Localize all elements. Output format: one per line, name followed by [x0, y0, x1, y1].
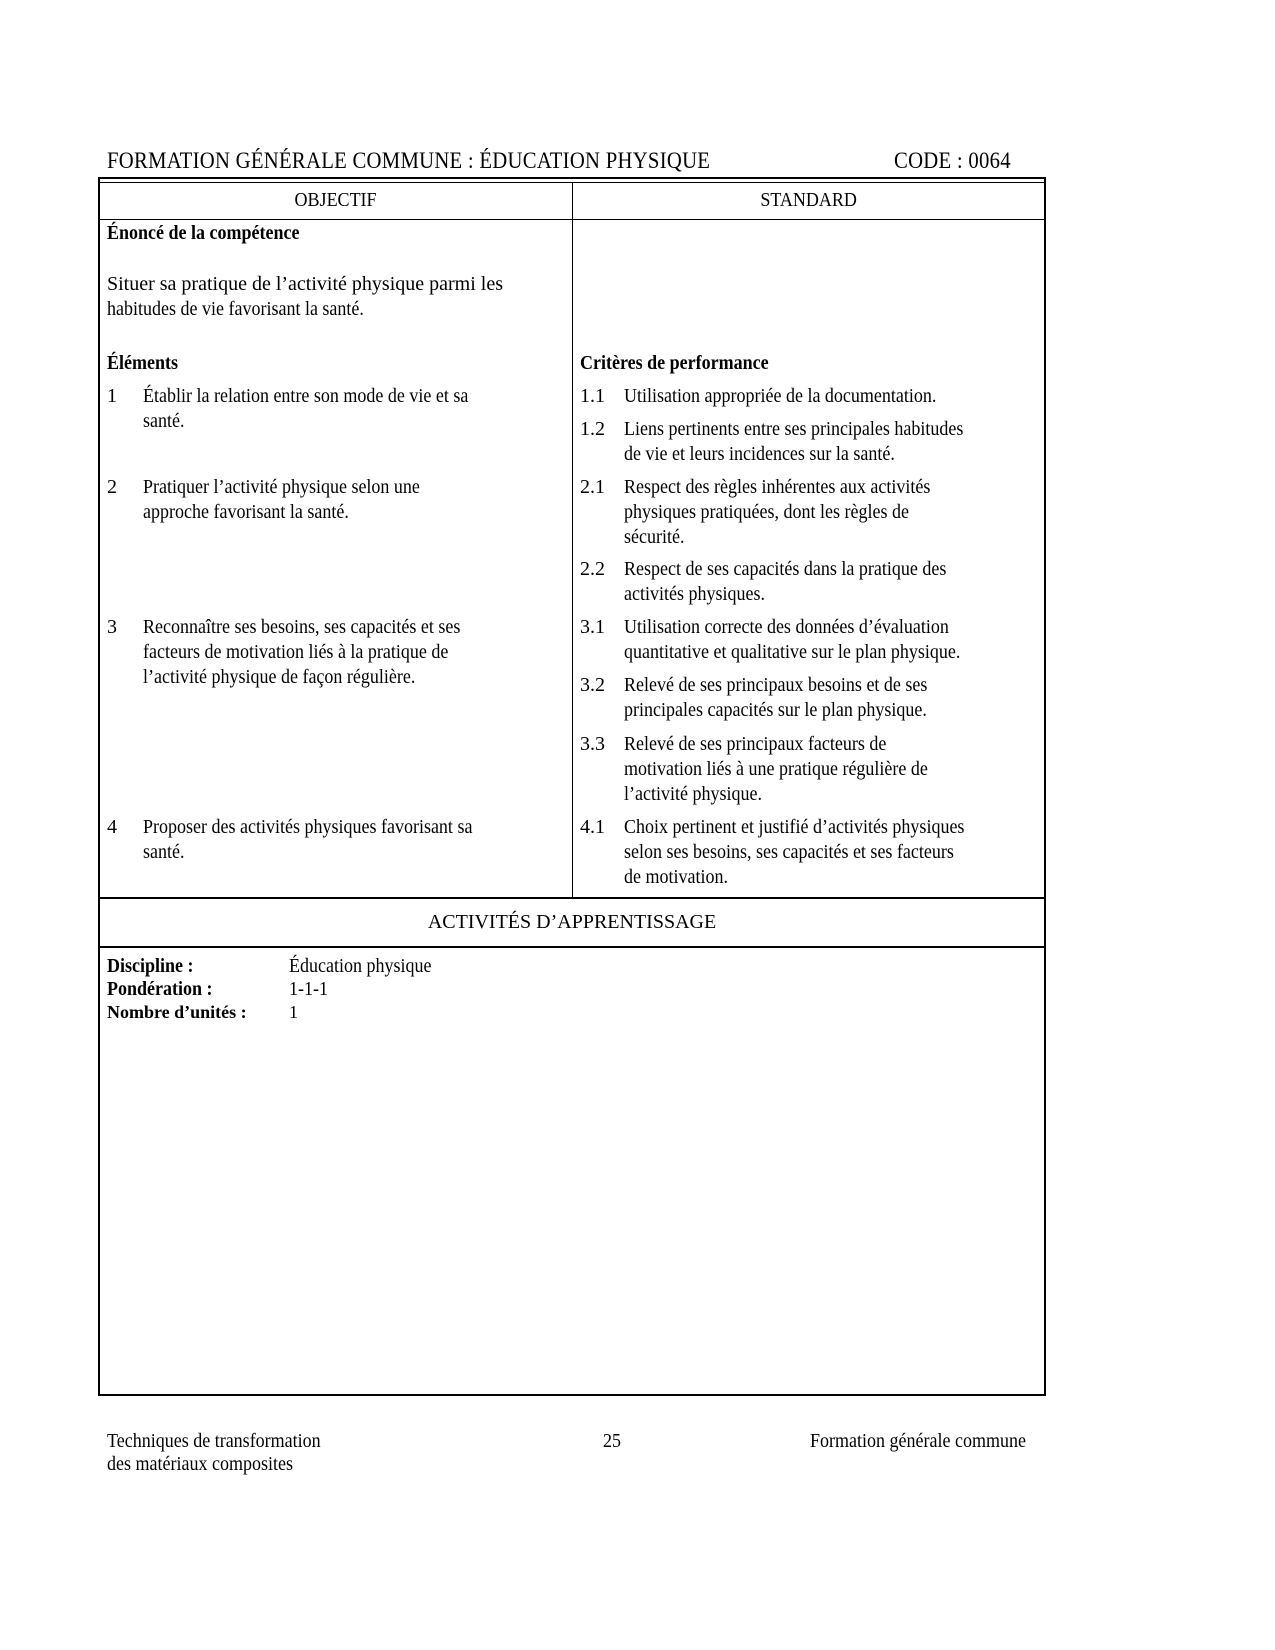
footer-section-text: Formation générale commune: [810, 1430, 1026, 1452]
table-bottom-border: [98, 1394, 1046, 1396]
objectif-label: OBJECTIF: [294, 189, 378, 211]
item-text-line: l’activité physique.: [624, 783, 762, 805]
item-text-line: l’activité physique de façon régulière.: [143, 666, 416, 688]
item-number: 3.2: [580, 674, 605, 696]
column-divider: [572, 182, 573, 898]
activities-title-divider: [98, 946, 1046, 948]
item-number: 1.1: [580, 385, 605, 407]
item-number: 1.2: [580, 418, 605, 440]
competence-heading: [107, 222, 321, 245]
item-text-line: Relevé de ses principaux facteurs de: [624, 733, 887, 755]
activities-title-text: ACTIVITÉS D’APPRENTISSAGE: [427, 911, 717, 933]
item-text-line: santé.: [143, 410, 185, 432]
column-header-standard: [573, 189, 1044, 212]
elements-heading: [107, 352, 186, 375]
item-number: 2.2: [580, 558, 605, 580]
item-text-line: Proposer des activités physiques favorisant sa: [143, 816, 473, 838]
elements-heading-text: Éléments: [107, 352, 179, 374]
item-text-line: Utilisation correcte des données d’évaluation: [624, 616, 949, 638]
info-value: Éducation physique: [289, 955, 432, 977]
item-text-line: activités physiques.: [624, 583, 765, 605]
item-text-line: principales capacités sur le plan physique.: [624, 699, 927, 721]
header-row-divider: [98, 219, 1046, 220]
item-text-line: quantitative et qualitative sur le plan physique.: [624, 641, 961, 663]
item-text-line: Établir la relation entre son mode de vie et sa: [143, 385, 469, 407]
info-label: Discipline :: [107, 955, 194, 977]
item-text-line: de vie et leurs incidences sur la santé.: [624, 443, 895, 465]
footer-line: Techniques de transformation: [107, 1430, 321, 1452]
standard-label: STANDARD: [760, 189, 857, 211]
item-text-line: motivation liés à une pratique régulière de: [624, 758, 928, 780]
column-header-objectif: [100, 189, 572, 212]
page-number: [603, 1430, 623, 1453]
item-text-line: Liens pertinents entre ses principales habitudes: [624, 418, 964, 440]
info-row-ponderation: [107, 978, 328, 1001]
footer-line: des matériaux composites: [107, 1453, 293, 1475]
item-text-line: santé.: [143, 841, 185, 863]
item-text-line: Pratiquer l’activité physique selon une: [143, 476, 420, 498]
table-right-border: [1044, 177, 1046, 1396]
info-row-unites: [107, 1001, 298, 1024]
code-text: CODE : 0064: [894, 148, 1011, 173]
page-number-text: 25: [603, 1430, 621, 1452]
info-label: Pondération :: [107, 978, 213, 1000]
item-text-line: Utilisation appropriée de la documentation.: [624, 385, 937, 407]
course-code: [894, 148, 1024, 174]
criteres-heading-text: Critères de performance: [580, 352, 769, 374]
footer-program: [107, 1430, 344, 1476]
item-text-line: selon ses besoins, ses capacités et ses facteurs: [624, 841, 954, 863]
activities-top-divider: [98, 897, 1046, 899]
competence-heading-text: Énoncé de la compétence: [107, 222, 300, 244]
item-number: 3: [107, 616, 117, 638]
item-number: 2: [107, 476, 117, 498]
item-number: 3.1: [580, 616, 605, 638]
competence-statement: [107, 272, 503, 322]
competence-line: habitudes de vie favorisant la santé.: [107, 298, 364, 320]
item-number: 1: [107, 385, 117, 407]
title-text: FORMATION GÉNÉRALE COMMUNE : ÉDUCATION PHYSIQUE: [107, 148, 711, 173]
item-text-line: Respect de ses capacités dans la pratique des: [624, 558, 947, 580]
activities-info: [107, 955, 432, 1024]
footer-section: [810, 1430, 1050, 1453]
item-text-line: sécurité.: [624, 526, 685, 548]
item-text-line: Reconnaître ses besoins, ses capacités et ses: [143, 616, 461, 638]
table-left-border: [98, 177, 100, 1396]
item-text-line: Relevé de ses principaux besoins et de ses: [624, 674, 928, 696]
item-number: 4: [107, 816, 117, 838]
item-text-line: de motivation.: [624, 866, 728, 888]
info-value: 1: [289, 1002, 298, 1022]
item-text-line: Choix pertinent et justifié d’activités physiques: [624, 816, 965, 838]
info-row-discipline: [107, 955, 432, 978]
item-number: 2.1: [580, 476, 605, 498]
activities-title: [100, 911, 1044, 934]
item-number: 3.3: [580, 733, 605, 755]
item-text-line: Respect des règles inhérentes aux activités: [624, 476, 931, 498]
competence-line: Situer sa pratique de l’activité physique parmi les: [107, 273, 503, 295]
criteres-heading: [580, 352, 790, 375]
item-number: 4.1: [580, 816, 605, 838]
item-text-line: approche favorisant la santé.: [143, 501, 349, 523]
table-top-border: [98, 177, 1046, 179]
item-text-line: facteurs de motivation liés à la pratique de: [143, 641, 449, 663]
info-label: Nombre d’unités :: [107, 1002, 247, 1022]
item-text-line: physiques pratiquées, dont les règles de: [624, 501, 909, 523]
info-value: 1-1-1: [289, 978, 328, 1000]
page-title: [107, 148, 777, 174]
